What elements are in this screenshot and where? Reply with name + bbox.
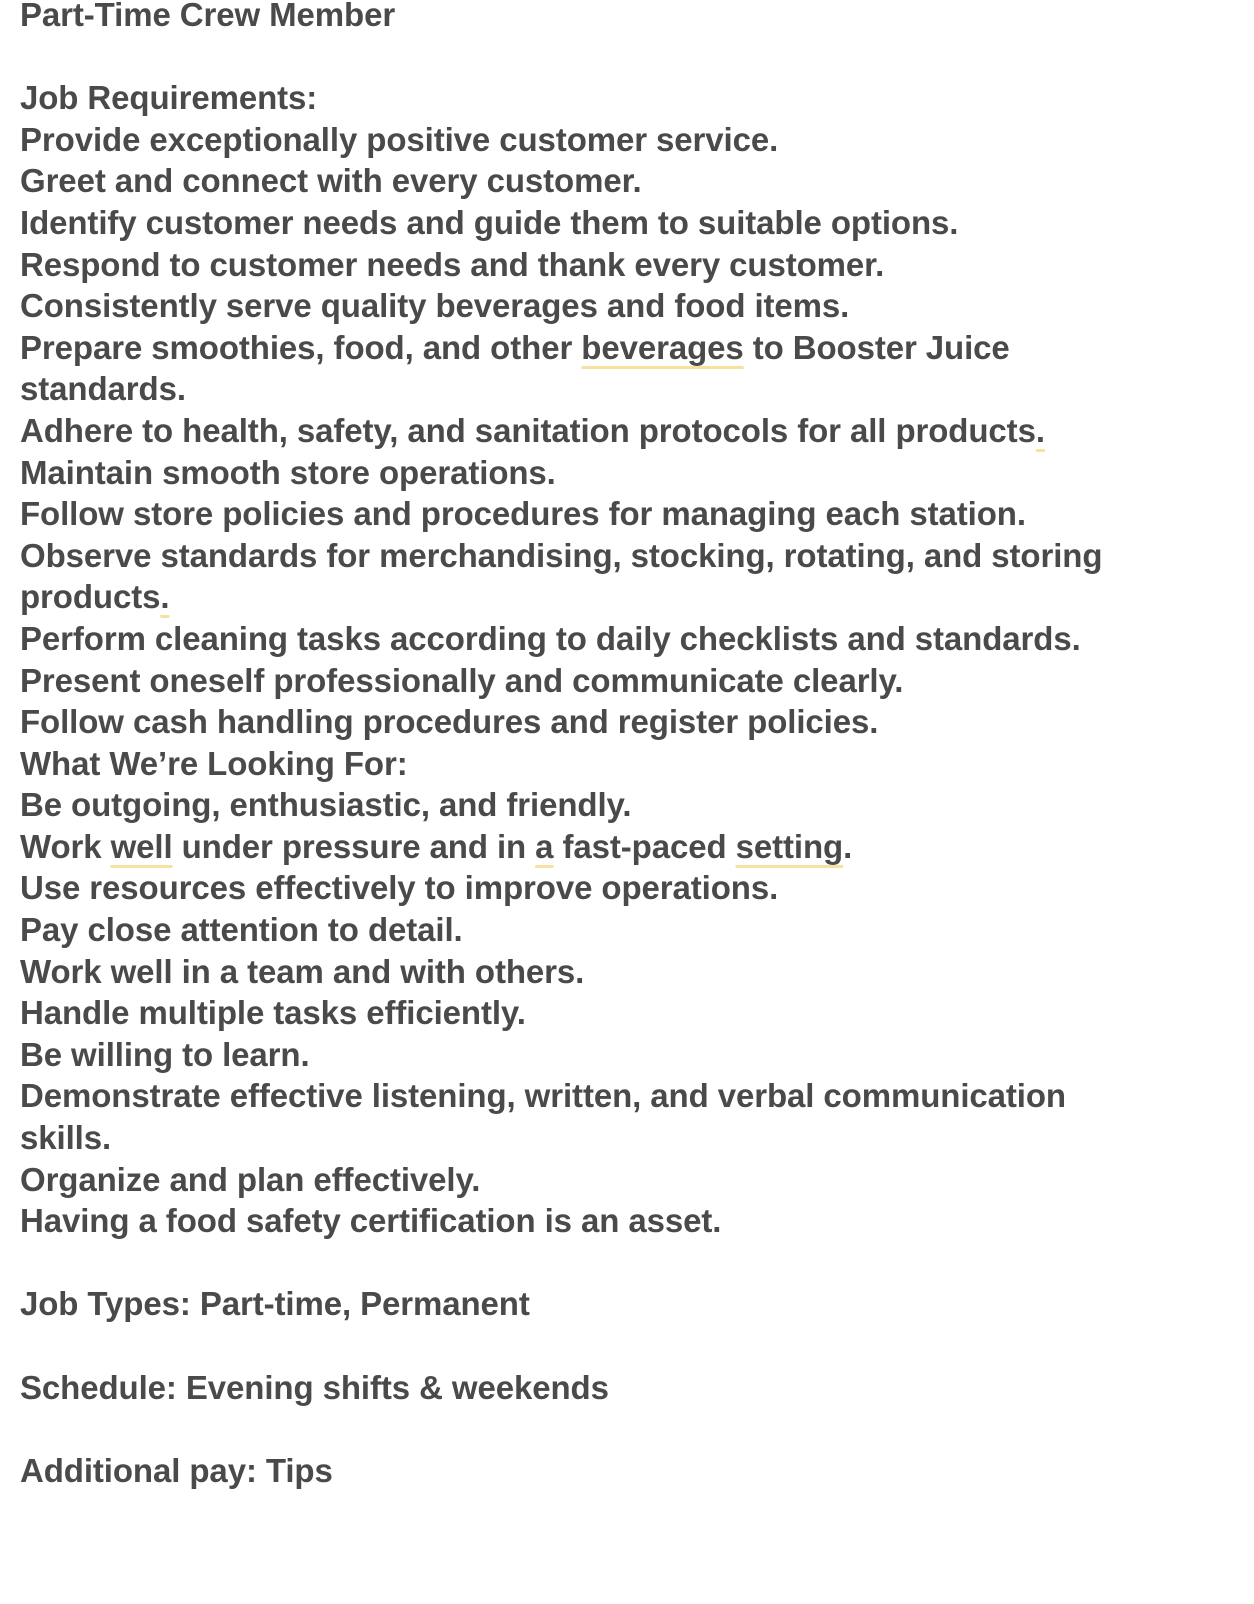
looking-for-item: Organize and plan effectively. — [20, 1160, 481, 1198]
job-title: Part-Time Crew Member — [20, 0, 396, 33]
looking-for-item: Having a food safety certification is an asset. — [20, 1202, 722, 1240]
looking-for-item: Pay close attention to detail. — [20, 911, 463, 949]
looking-for-item: Demonstrate effective listening, written, and verbal communication skills. — [20, 1077, 1076, 1157]
spacer — [20, 1242, 1220, 1284]
looking-for-item: Be willing to learn. — [20, 1035, 310, 1073]
requirement-item: Greet and connect with every customer. — [20, 162, 642, 200]
requirement-item: Observe standards for merchandising, stocking, rotating, and storing products. — [20, 536, 1112, 616]
requirement-item: Maintain smooth store operations. — [20, 453, 556, 491]
requirements-heading: Job Requirements: — [20, 79, 318, 117]
requirement-item: Follow cash handling procedures and register policies. — [20, 703, 879, 741]
spellcheck-mark: setting — [735, 827, 844, 865]
looking-for-item: Handle multiple tasks efficiently. — [20, 994, 526, 1032]
requirement-item: Identify customer needs and guide them to suitable options. — [20, 203, 959, 241]
looking-for-item: Use resources effectively to improve operations. — [20, 869, 779, 907]
schedule: Schedule: Evening shifts & weekends — [20, 1368, 609, 1406]
requirement-item: Perform cleaning tasks according to daily checklists and standards. — [20, 619, 1081, 657]
spacer — [20, 36, 1220, 78]
looking-for-heading: What We’re Looking For: — [20, 744, 408, 782]
additional-pay: Additional pay: Tips — [20, 1451, 333, 1489]
job-types: Job Types: Part-time, Permanent — [20, 1285, 530, 1323]
spellcheck-mark: . — [160, 578, 170, 616]
job-posting — [20, 0, 1220, 1491]
looking-for-item: Be outgoing, enthusiastic, and friendly. — [20, 786, 632, 824]
requirement-item: Consistently serve quality beverages and food items. — [20, 287, 850, 325]
looking-for-item: Work well under pressure and in a fast-paced setting. — [20, 827, 853, 865]
spellcheck-mark: a — [535, 827, 554, 865]
requirement-item: Follow store policies and procedures for managing each station. — [20, 495, 1026, 533]
spacer — [20, 1408, 1220, 1450]
spellcheck-mark: . — [1035, 411, 1045, 449]
requirement-item: Adhere to health, safety, and sanitation protocols for all products. — [20, 411, 1045, 449]
spellcheck-mark: beverages — [581, 328, 744, 366]
requirement-item: Prepare smoothies, food, and other beverages to Booster Juice standards. — [20, 328, 1019, 408]
spacer — [20, 1325, 1220, 1367]
requirement-item: Provide exceptionally positive customer service. — [20, 120, 779, 158]
looking-for-item: Work well in a team and with others. — [20, 952, 585, 990]
spellcheck-mark: well — [110, 827, 173, 865]
requirement-item: Respond to customer needs and thank every customer. — [20, 245, 885, 283]
requirement-item: Present oneself professionally and communicate clearly. — [20, 661, 904, 699]
